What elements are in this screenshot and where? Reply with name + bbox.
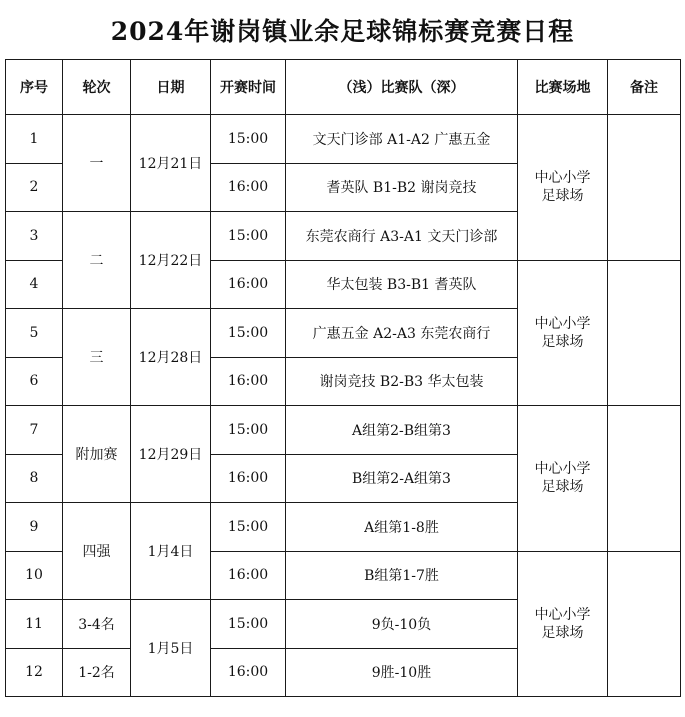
venue-cell [518, 406, 608, 552]
venue-line2: 足球场 [541, 333, 584, 350]
notes-cell [608, 551, 681, 697]
venue-line1: 中心小学 [534, 606, 591, 623]
row-number: 6 [6, 357, 63, 406]
time-cell: 16:00 [211, 163, 286, 212]
round-cell: 四强 [63, 503, 131, 600]
round-cell: 附加赛 [63, 406, 131, 503]
round-cell: 一 [63, 115, 131, 212]
row-number: 1 [6, 115, 63, 164]
match-cell: 谢岗竞技 B2-B3 华太包装 [286, 357, 518, 406]
time-cell: 16:00 [211, 357, 286, 406]
venue-cell [518, 551, 608, 697]
match-cell: A组第2-B组第3 [286, 406, 518, 455]
round-cell: 1-2名 [63, 648, 131, 697]
time-cell: 15:00 [211, 600, 286, 649]
header-no: 序号 [6, 60, 63, 115]
notes-cell [608, 406, 681, 552]
table-row [6, 406, 681, 455]
header-time: 开赛时间 [211, 60, 286, 115]
match-cell: 9胜-10胜 [286, 648, 518, 697]
row-number: 3 [6, 212, 63, 261]
row-number: 5 [6, 309, 63, 358]
row-number: 7 [6, 406, 63, 455]
notes-cell [608, 260, 681, 406]
time-cell: 15:00 [211, 115, 286, 164]
time-cell: 16:00 [211, 454, 286, 503]
match-cell: 9负-10负 [286, 600, 518, 649]
time-cell: 15:00 [211, 406, 286, 455]
venue-line2: 足球场 [541, 479, 584, 496]
header-teams: （浅）比赛队（深） [286, 60, 518, 115]
venue-line1: 中心小学 [534, 170, 591, 187]
header-venue: 比赛场地 [518, 60, 608, 115]
date-cell: 12月22日 [131, 212, 211, 309]
venue-line1: 中心小学 [534, 461, 591, 478]
date-cell: 1月5日 [131, 600, 211, 697]
match-cell: B组第2-A组第3 [286, 454, 518, 503]
round-cell: 三 [63, 309, 131, 406]
row-number: 9 [6, 503, 63, 552]
venue-line2: 足球场 [541, 624, 584, 641]
header-notes: 备注 [608, 60, 681, 115]
date-cell: 12月28日 [131, 309, 211, 406]
time-cell: 15:00 [211, 503, 286, 552]
match-cell: 华太包装 B3-B1 耆英队 [286, 260, 518, 309]
match-cell: A组第1-8胜 [286, 503, 518, 552]
venue-line2: 足球场 [541, 188, 584, 205]
row-number: 12 [6, 648, 63, 697]
match-cell: 广惠五金 A2-A3 东莞农商行 [286, 309, 518, 358]
row-number: 11 [6, 600, 63, 649]
row-number: 4 [6, 260, 63, 309]
schedule-table [5, 59, 681, 697]
venue-cell [518, 260, 608, 406]
time-cell: 15:00 [211, 309, 286, 358]
time-cell: 16:00 [211, 260, 286, 309]
match-cell: 文天门诊部 A1-A2 广惠五金 [286, 115, 518, 164]
match-cell: B组第1-7胜 [286, 551, 518, 600]
date-cell: 12月29日 [131, 406, 211, 503]
row-number: 10 [6, 551, 63, 600]
round-cell: 二 [63, 212, 131, 309]
header-round: 轮次 [63, 60, 131, 115]
round-cell: 3-4名 [63, 600, 131, 649]
row-number: 2 [6, 163, 63, 212]
header-date: 日期 [131, 60, 211, 115]
time-cell: 16:00 [211, 551, 286, 600]
venue-line1: 中心小学 [534, 315, 591, 332]
match-cell: 耆英队 B1-B2 谢岗竞技 [286, 163, 518, 212]
date-cell: 12月21日 [131, 115, 211, 212]
table-row [6, 115, 681, 164]
row-number: 8 [6, 454, 63, 503]
match-cell: 东莞农商行 A3-A1 文天门诊部 [286, 212, 518, 261]
time-cell: 16:00 [211, 648, 286, 697]
header-row [6, 60, 681, 115]
document-title: 2024年谢岗镇业余足球锦标赛竞赛日程 [110, 17, 575, 46]
venue-cell [518, 115, 608, 261]
notes-cell [608, 115, 681, 261]
date-cell: 1月4日 [131, 503, 211, 600]
time-cell: 15:00 [211, 212, 286, 261]
